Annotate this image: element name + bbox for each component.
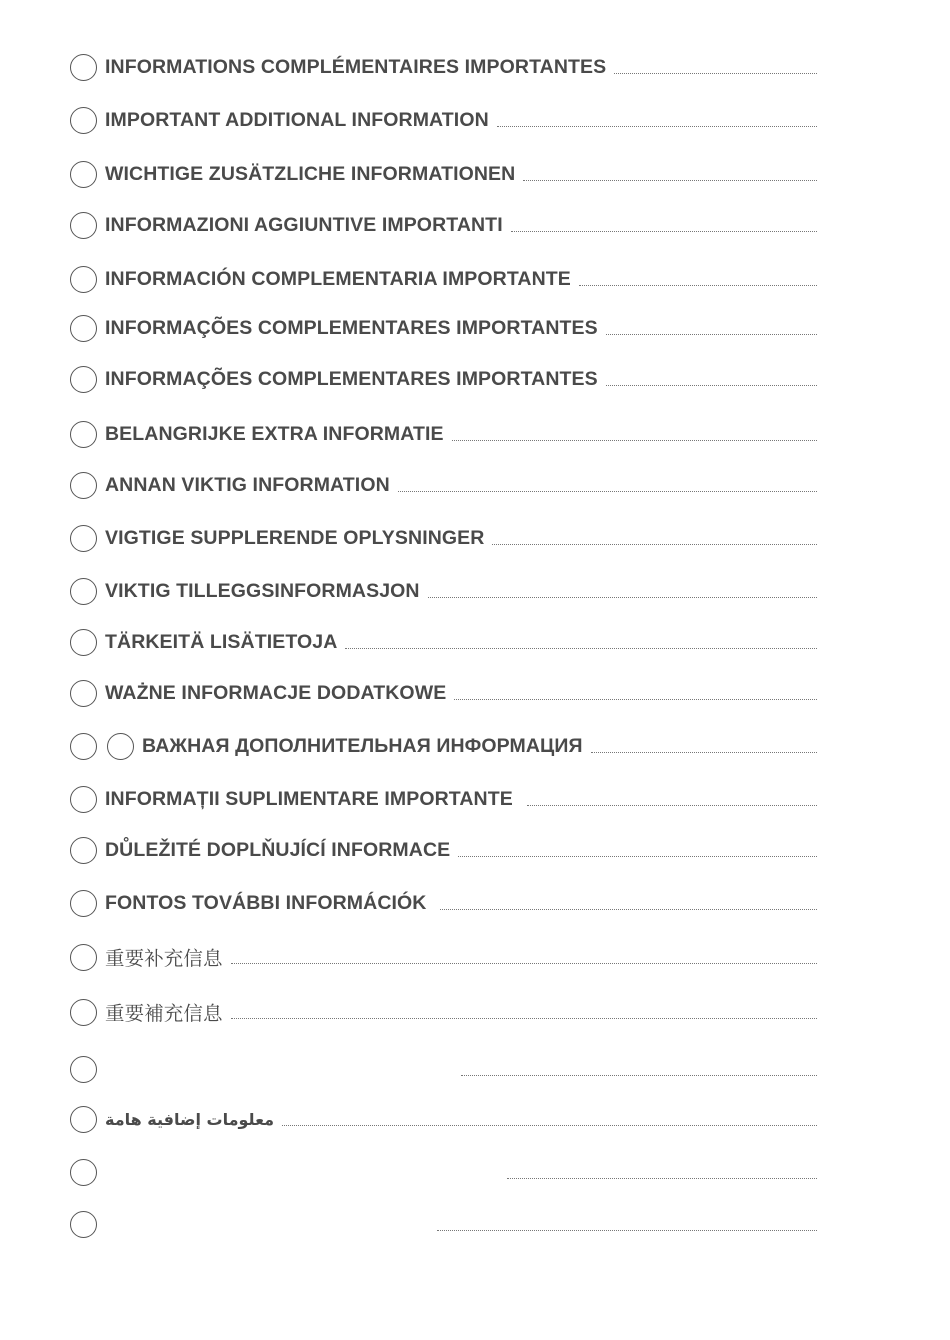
dotted-line (231, 963, 817, 964)
row-label: TÄRKEITÄ LISÄTIETOJA (105, 630, 338, 653)
row-de (70, 159, 817, 189)
checkbox-circle[interactable] (70, 680, 97, 707)
row-fr (70, 52, 817, 82)
dotted-line (606, 385, 817, 386)
row-pl (70, 678, 817, 708)
checkbox-circle[interactable] (70, 421, 97, 448)
dotted-line (523, 180, 817, 181)
dotted-line (458, 856, 817, 857)
dotted-line (452, 440, 817, 441)
row-label: BELANGRIJKE EXTRA INFORMATIE (105, 422, 444, 445)
dotted-line (614, 73, 817, 74)
checkbox-circle[interactable] (70, 212, 97, 239)
row-label: 重要補充信息 (105, 1002, 223, 1025)
row-ro (70, 784, 817, 814)
dotted-line (398, 491, 817, 492)
checkbox-circle[interactable] (70, 786, 97, 813)
checkbox-circle[interactable] (70, 733, 97, 760)
row-label: WAŻNE INFORMACJE DODATKOWE (105, 681, 447, 704)
checkbox-circle[interactable] (70, 999, 97, 1026)
dotted-line (345, 648, 817, 649)
row-label: WICHTIGE ZUSÄTZLICHE INFORMATIONEN (105, 162, 516, 185)
dotted-line (507, 1178, 817, 1179)
row-ar (70, 1104, 817, 1134)
row-label: INFORMAÇÕES COMPLEMENTARES IMPORTANTES (105, 367, 598, 390)
checkbox-circle[interactable] (70, 837, 97, 864)
row-label: INFORMAȚII SUPLIMENTARE IMPORTANTE (105, 787, 513, 810)
dotted-line (440, 909, 817, 910)
row-sv (70, 470, 817, 500)
checkbox-circle[interactable] (70, 266, 97, 293)
dotted-line (606, 334, 817, 335)
row-label: INFORMATIONS COMPLÉMENTAIRES IMPORTANTES (105, 55, 607, 78)
row-cs (70, 835, 817, 865)
row-label: INFORMACIÓN COMPLEMENTARIA IMPORTANTE (105, 267, 571, 290)
dotted-line (428, 597, 817, 598)
checkbox-circle[interactable] (70, 54, 97, 81)
row-pt-br (70, 364, 817, 394)
checkbox-circle[interactable] (70, 1159, 97, 1186)
dotted-line (579, 285, 817, 286)
checkbox-circle[interactable] (70, 1211, 97, 1238)
row-label: IMPORTANT ADDITIONAL INFORMATION (105, 108, 489, 131)
row-label: INFORMAÇÕES COMPLEMENTARES IMPORTANTES (105, 316, 598, 339)
checkbox-circle[interactable] (70, 315, 97, 342)
row-blank-2 (70, 1157, 817, 1187)
row-no (70, 576, 817, 606)
checkbox-circle[interactable] (70, 944, 97, 971)
checkbox-circle[interactable] (70, 107, 97, 134)
row-fi (70, 627, 817, 657)
checkbox-circle[interactable] (70, 472, 97, 499)
dotted-line (454, 699, 817, 700)
dotted-line (282, 1125, 817, 1126)
row-en (70, 105, 817, 135)
row-blank-1 (70, 1054, 817, 1084)
dotted-line (437, 1230, 817, 1231)
checkbox-circle[interactable] (70, 890, 97, 917)
row-da (70, 523, 817, 553)
dotted-line (461, 1075, 817, 1076)
row-label: ВАЖНАЯ ДОПОЛНИТЕЛЬНАЯ ИНФОРМАЦИЯ (142, 734, 583, 757)
row-hu (70, 888, 817, 918)
checkbox-circle[interactable] (70, 366, 97, 393)
row-ru (70, 731, 817, 761)
row-pt (70, 313, 817, 343)
dotted-line (527, 805, 817, 806)
checkbox-circle[interactable] (70, 161, 97, 188)
checkbox-circle[interactable] (70, 1106, 97, 1133)
checkbox-circle[interactable] (70, 1056, 97, 1083)
dotted-line (511, 231, 817, 232)
row-label: FONTOS TOVÁBBI INFORMÁCIÓK (105, 891, 427, 914)
checkbox-circle[interactable] (70, 578, 97, 605)
row-label: معلومات إضافية هامة (105, 1109, 275, 1129)
dotted-line (497, 126, 817, 127)
row-nl (70, 419, 817, 449)
row-label: INFORMAZIONI AGGIUNTIVE IMPORTANTI (105, 213, 503, 236)
row-label: VIKTIG TILLEGGSINFORMASJON (105, 579, 420, 602)
row-zh-hans (70, 942, 817, 972)
checkbox-circle[interactable] (107, 733, 134, 760)
row-zh-hant (70, 997, 817, 1027)
dotted-line (492, 544, 817, 545)
row-it (70, 210, 817, 240)
dotted-line (591, 752, 817, 753)
row-label: 重要补充信息 (105, 947, 223, 970)
row-blank-3 (70, 1209, 817, 1239)
row-label: ANNAN VIKTIG INFORMATION (105, 473, 390, 496)
checkbox-circle[interactable] (70, 629, 97, 656)
checkbox-circle[interactable] (70, 525, 97, 552)
row-label: VIGTIGE SUPPLERENDE OPLYSNINGER (105, 526, 485, 549)
row-label: DŮLEŽITÉ DOPLŇUJÍCÍ INFORMACE (105, 838, 451, 861)
dotted-line (231, 1018, 817, 1019)
row-es (70, 264, 817, 294)
